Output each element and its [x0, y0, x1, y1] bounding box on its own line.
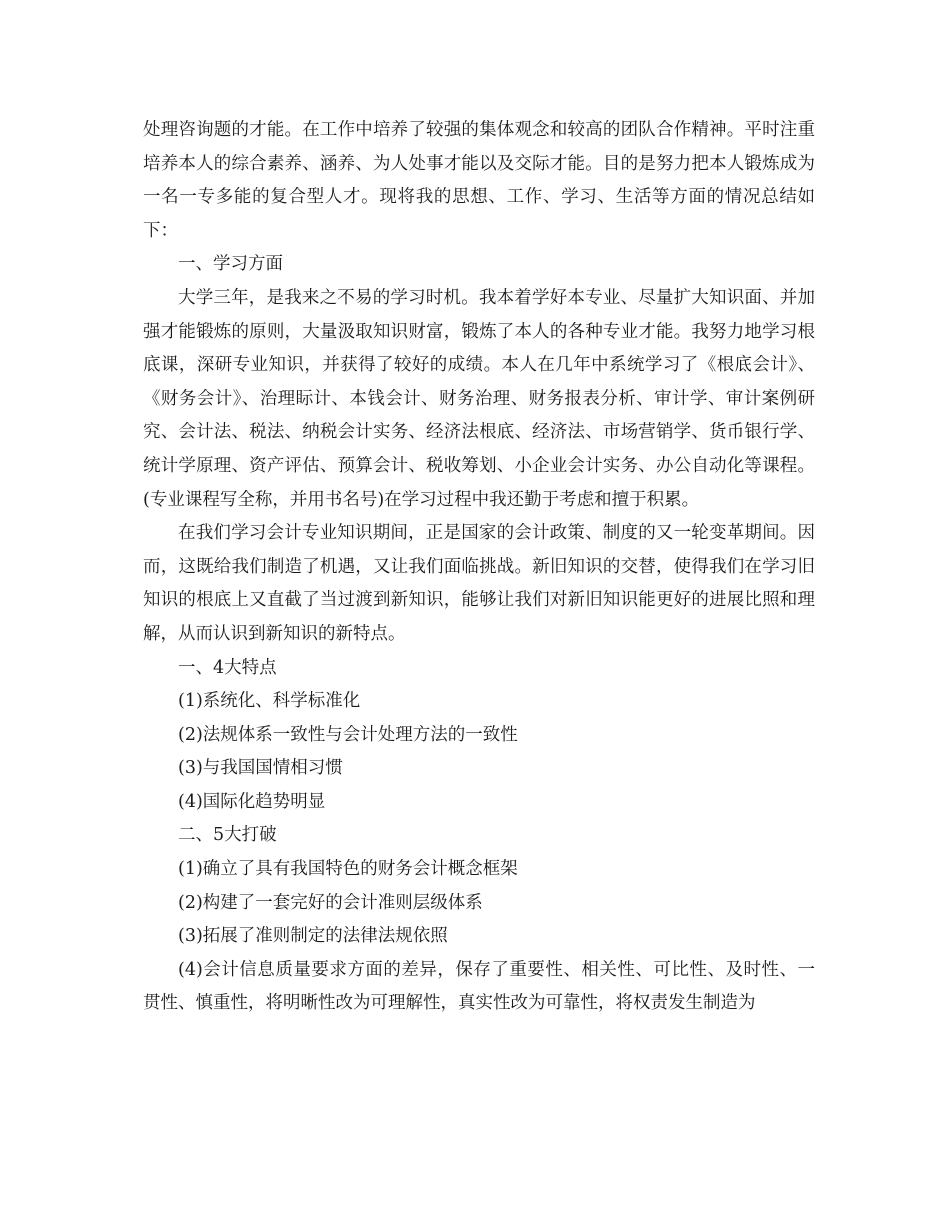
list-item-breakthrough-3: (3)拓展了准则制定的法律法规依照	[178, 926, 448, 947]
paragraph-reform-period: 在我们学习会计专业知识期间，正是国家的会计政策、制度的又一轮变革期间。因而，这既给我们制造了机遇，又让我们面临挑战。新旧知识的交替，使得我们在学习旧知识的根底上又直截了当过渡到新知识，能够让我们对新旧知识能更好的进展比照和理解，从而认识到新知识的新特点。	[143, 523, 815, 644]
heading-five-breakthroughs: 二、5大打破	[178, 825, 277, 846]
heading-study-aspect: 一、学习方面	[178, 254, 283, 275]
paragraph-study-courses: 大学三年，是我来之不易的学习时机。我本着学好本专业、尽量扩大知识面、并加强才能锻炼的原则，大量汲取知识财富，锻炼了本人的各种专业才能。我努力地学习根底课，深研专业知识，并获得了较好的成绩。本人在几年中系统学习了《根底会计》、《财务会计》、治理眎计、本钱会计、财务治理、财务报表分析、审计学、审计案例研究、会计法、税法、纳税会计实务、经济法根底、经济法、市场营销学、货币银行学、统计学原理、资产评估、预算会计、税收筹划、小企业会计实务、办公自动化等课程。(专业课程写全称，并用书名号)在学习过程中我还勤于考虑和擅于积累。	[143, 287, 815, 510]
list-item-feature-1: (1)系统化、科学标准化	[178, 691, 361, 712]
list-item-feature-2: (2)法规体系一致性与会计处理方法的一致性	[178, 724, 518, 745]
document-body	[143, 114, 815, 1021]
list-item-breakthrough-1: (1)确立了具有我国特色的财务会计概念框架	[178, 859, 518, 880]
list-item-breakthrough-4: (4)会计信息质量要求方面的差异，保存了重要性、相关性、可比性、及时性、一贯性、慎重性，将明晰性改为可理解性，真实性改为可靠性，将权责发生制造为	[143, 959, 815, 1014]
paragraph-intro-continuation: 处理咨询题的才能。在工作中培养了较强的集体观念和较高的团队合作精神。平时注重培养本人的综合素养、涵养、为人处事才能以及交际才能。目的是努力把本人锻炼成为一名一专多能的复合型人才。现将我的思想、工作、学习、生活等方面的情况总结如下：	[143, 120, 815, 241]
list-item-feature-3: (3)与我国国情相习惯	[178, 758, 343, 779]
list-item-feature-4: (4)国际化趋势明显	[178, 791, 326, 812]
list-item-breakthrough-2: (2)构建了一套完好的会计准则层级体系	[178, 892, 483, 913]
heading-four-features: 一、4大特点	[178, 657, 277, 678]
